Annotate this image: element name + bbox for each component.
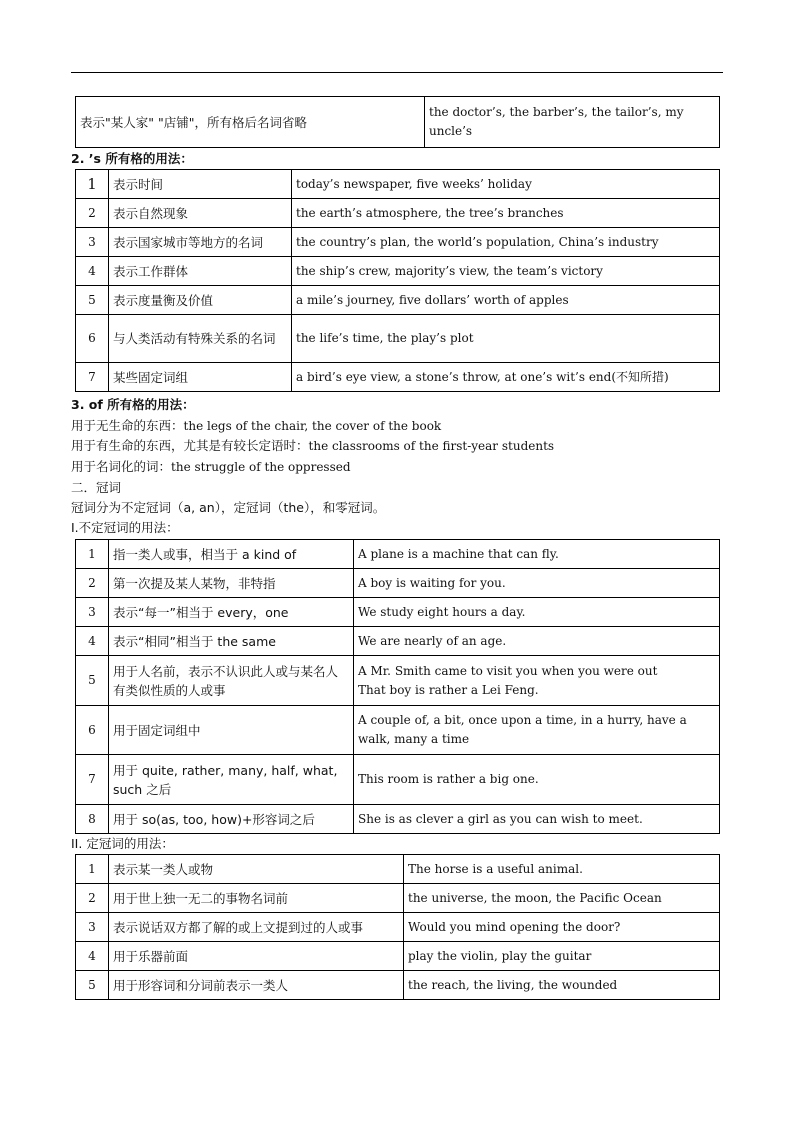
row-number: 1 [76,540,109,569]
example-cell: play the violin, play the guitar [404,942,720,971]
example-cell: today’s newspaper, five weeks’ holiday [292,170,720,199]
definite-article-table [75,854,720,1000]
example-cell: the earth’s atmosphere, the tree’s branches [292,199,720,228]
row-number: 1 [76,855,109,884]
usage-cell: 用于世上独一无二的事物名词前 [109,884,404,913]
table-row [76,913,720,942]
usage-cell: 表示度量衡及价值 [109,286,292,315]
example-line: A Mr. Smith came to visit you when you were out [358,663,658,678]
of-usage-line [71,459,351,475]
example-cell [354,656,720,706]
example-cell: A couple of, a bit, once upon a time, in a hurry, have a walk, many a time [354,706,720,755]
usage-cell: 表示某一类人或物 [109,855,404,884]
of-usage-line [71,418,441,434]
row-number: 3 [76,598,109,627]
row-number: 3 [76,913,109,942]
usage-cell: 用于 quite, rather, many, half, what, such 之后 [109,755,354,805]
usage-cell: 用于乐器前面 [109,942,404,971]
row-number: 6 [76,706,109,755]
row-number: 2 [76,884,109,913]
table-row [76,569,720,598]
example-cell: This room is rather a big one. [354,755,720,805]
example-cell: the country’s plan, the world’s population, China’s industry [292,228,720,257]
table-row [76,286,720,315]
example-cell: the reach, the living, the wounded [404,971,720,1000]
row-number: 2 [76,569,109,598]
table-row [76,199,720,228]
usage-cell: 表示自然现象 [109,199,292,228]
usage-cell: 表示“每一”相当于 every，one [109,598,354,627]
example-cell: The horse is a useful animal. [404,855,720,884]
usage-cell: 用于形容词和分词前表示一类人 [109,971,404,1000]
table-row [76,755,720,805]
example-cell: a bird’s eye view, a stone’s throw, at one’s wit’s end(不知所措) [292,363,720,392]
row-number: 4 [76,257,109,286]
row-number: 2 [76,199,109,228]
table-row [76,363,720,392]
section-heading-indefinite: I.不定冠词的用法： [71,520,179,535]
top-example: the doctor’s, the barber’s, the tailor’s, my uncle’s [425,97,720,148]
example-cell: We study eight hours a day. [354,598,720,627]
usage-cell: 第一次提及某人某物，非特指 [109,569,354,598]
section-heading-definite: II. 定冠词的用法： [71,836,174,851]
example-cell: the universe, the moon, the Pacific Ocean [404,884,720,913]
example-cell: the life’s time, the play’s plot [292,315,720,363]
row-number: 5 [76,656,109,706]
usage-cell: 与人类活动有特殊关系的名词 [109,315,292,363]
indefinite-article-table [75,539,720,834]
of-usage-label: 用于有生命的东西，尤其是有较长定语时： [71,438,309,453]
example-cell: A plane is a machine that can fly. [354,540,720,569]
table-row [76,884,720,913]
table-row [76,598,720,627]
row-number: 1 [76,170,109,199]
table-row [76,971,720,1000]
example-cell: A boy is waiting for you. [354,569,720,598]
example-cell: She is as clever a girl as you can wish to meet. [354,805,720,834]
usage-cell: 用于人名前，表示不认识此人或与某名人有类似性质的人或事 [109,656,354,706]
section-heading-articles: 二．冠词 [71,480,122,495]
table-row [76,942,720,971]
row-number: 7 [76,755,109,805]
usage-cell: 表示“相同”相当于 the same [109,627,354,656]
usage-cell: 表示说话双方都了解的或上文提到过的人或事 [109,913,404,942]
example-cell: the ship’s crew, majority’s view, the team’s victory [292,257,720,286]
table-row [76,627,720,656]
row-number: 7 [76,363,109,392]
top-table [75,96,720,148]
articles-intro: 冠词分为不定冠词（a, an），定冠词（the），和零冠词。 [71,500,386,515]
header-rule [71,72,723,73]
row-number: 4 [76,627,109,656]
of-usage-example: the classrooms of the first-year students [308,439,555,453]
row-number: 5 [76,971,109,1000]
example-cell: a mile’s journey, five dollars’ worth of apples [292,286,720,315]
s-possessive-table [75,169,720,392]
example-line: That boy is rather a Lei Feng. [358,682,539,697]
usage-cell: 表示工作群体 [109,257,292,286]
example-cell: We are nearly of an age. [354,627,720,656]
table-row [76,706,720,755]
table-row [76,170,720,199]
row-number: 6 [76,315,109,363]
table-row [76,315,720,363]
usage-cell: 用于固定词组中 [109,706,354,755]
table-row [76,97,720,148]
row-number: 4 [76,942,109,971]
table-row [76,257,720,286]
row-number: 3 [76,228,109,257]
row-number: 8 [76,805,109,834]
usage-cell: 表示时间 [109,170,292,199]
of-usage-line [71,438,554,454]
section-heading-of-possessive: 3. of 所有格的用法： [71,397,195,412]
usage-cell: 用于 so(as, too, how)+形容词之后 [109,805,354,834]
table-row [76,855,720,884]
usage-cell: 表示国家城市等地方的名词 [109,228,292,257]
of-usage-example: the legs of the chair, the cover of the book [183,419,442,433]
of-usage-label: 用于无生命的东西： [71,418,184,433]
of-usage-label: 用于名词化的词： [71,459,172,474]
section-heading-s-possessive: 2. ’s 所有格的用法： [71,151,193,166]
usage-cell: 指一类人或事，相当于 a kind of [109,540,354,569]
top-label: 表示"某人家" "店铺"，所有格后名词省略 [76,97,425,148]
table-row [76,656,720,706]
table-row [76,805,720,834]
usage-cell: 某些固定词组 [109,363,292,392]
example-cell: Would you mind opening the door? [404,913,720,942]
table-row [76,228,720,257]
of-usage-example: the struggle of the oppressed [171,460,351,474]
table-row [76,540,720,569]
row-number: 5 [76,286,109,315]
